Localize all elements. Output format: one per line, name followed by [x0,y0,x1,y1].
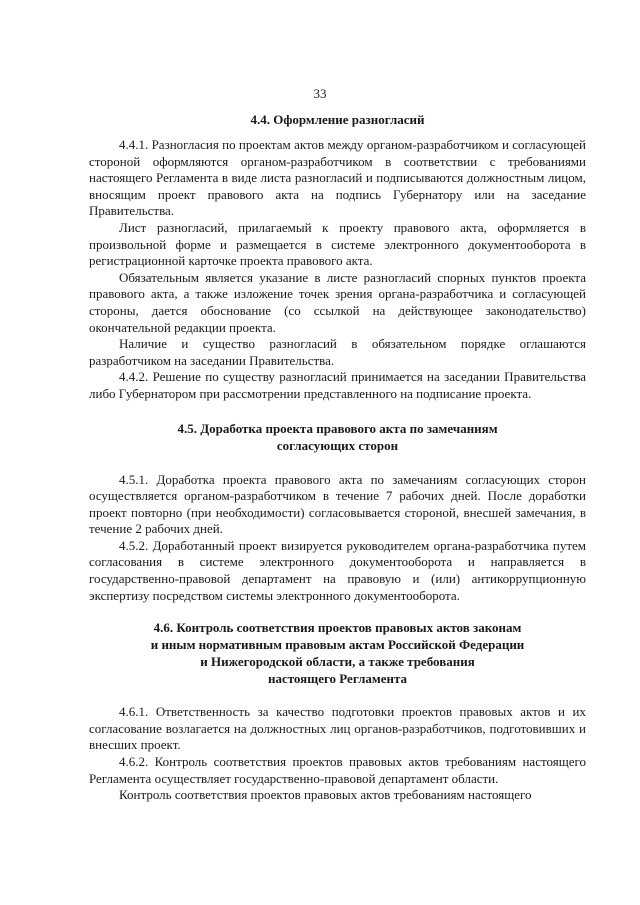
paragraph: 4.5.2. Доработанный проект визируется руководителем органа-разработчика путем согласования в системе электронного документооборота и направляется в государственно-правовой департамент на правовую и (или) антикоррупционную экспертизу посредством системы электронного документооборота. [89,537,586,603]
paragraph: 4.4.2. Решение по существу разногласий принимается на заседании Правительства либо Губернатором при рассмотрении представленного на подписание проекта. [89,369,586,401]
page-content [89,111,586,804]
paragraph: Обязательным является указание в листе разногласий спорных пунктов проекта правового акта, а также изложение точек зрения органа-разработчика и согласующей стороны, дается обоснование (со ссылкой на действующее законодательство) окончательной редакции проекта. [89,269,586,335]
paragraph: 4.4.1. Разногласия по проектам актов между органом-разработчиком и согласующей стороной оформляются органом-разработчиком в соответствии с требованиями настоящего Регламента в виде листа разногласий и подписываются должностным лицом, вносящим проект правового акта на подпись Губернатору или на заседание Правительства. [89,137,586,219]
paragraph: 4.6.2. Контроль соответствия проектов правовых актов требованиям настоящего Регламента осуществляет государственно-правовой департамент области. [89,754,586,786]
page-number: 33 [313,86,327,101]
heading-line: согласующих сторон [276,437,399,453]
section-heading-4-6 [89,619,586,687]
heading-line: настоящего Регламента [267,671,408,687]
paragraph: Лист разногласий, прилагаемый к проекту правового акта, оформляется в произвольной форме и размещается в системе электронного документооборота в регистрационной карточке проекта правового акта. [89,219,586,269]
paragraph: 4.5.1. Доработка проекта правового акта по замечаниям согласующих сторон осуществляется органом-разработчиком в течение 7 рабочих дней. После доработки проект повторно (при необходимости) согласовывается стороной, внесшей замечания, в течение 2 рабочих дней. [89,471,586,537]
heading-line: и Нижегородской области, а также требования [200,654,475,670]
section-heading-4-5 [89,420,586,454]
paragraph: Наличие и существо разногласий в обязательном порядке оглашаются разработчиком на заседании Правительства. [89,336,586,368]
paragraph: 4.6.1. Ответственность за качество подготовки проектов правовых актов и их согласование возлагается на должностных лиц органов-разработчиков, подготовивших и внесших проект. [89,704,586,753]
heading-line: 4.5. Доработка проекта правового акта по замечаниям [177,420,498,436]
heading-line: 4.6. Контроль соответствия проектов правовых актов законам [153,620,522,636]
paragraph: Контроль соответствия проектов правовых актов требованиям настоящего [119,787,532,803]
section-heading-4-4: 4.4. Оформление разногласий [250,112,425,127]
heading-line: и иным нормативным правовым актам Российской Федерации [150,637,525,653]
